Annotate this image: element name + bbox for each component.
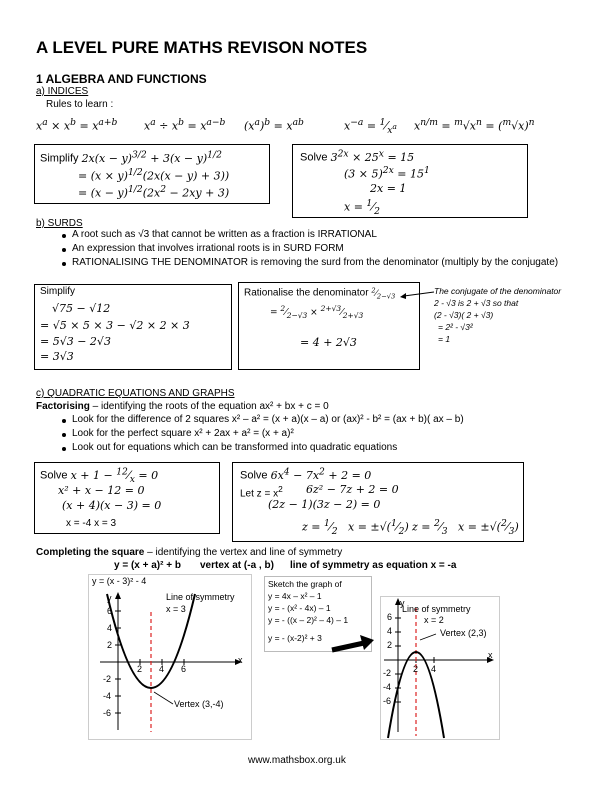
graph-2-y-label: y (400, 598, 405, 608)
rules-intro: Rules to learn : (46, 99, 114, 110)
bullet-icon (62, 248, 66, 252)
quadratics-bullet-2: Look for the perfect square x² + 2ax + a² = (x + a)² (72, 428, 294, 439)
rule-divide: $x^a \div x^b = x^{a-b}$ (144, 117, 226, 133)
formula-symmetry: line of symmetry as equation x = -a (290, 560, 457, 571)
conjugate-note-3: (2 - √3)( 2 + √3) (434, 310, 494, 320)
graph-2-ytick: -6 (383, 696, 392, 706)
quad-box2-line1: Solve $6x^4 - 7x^2 + 2 = 0$ (240, 466, 372, 482)
graph-1-vertex-label: Vertex (3,-4) (174, 699, 224, 709)
quad-box1-line3: (x + 4)(x − 3) = 0 (62, 499, 162, 512)
graph-2-symmetry-eq: x = 2 (424, 615, 444, 625)
graph-2-ytick: 2 (387, 640, 393, 650)
surds-box1-line3: = 5√3 − 2√3 (40, 335, 111, 348)
rule-power: $(x^a)^b = x^{ab}$ (244, 117, 304, 133)
graph-1-symmetry-eq: x = 3 (166, 604, 186, 614)
arrow-icon (115, 592, 121, 599)
arrow-icon (330, 634, 376, 654)
formula-vertex-form: y = (x + a)² + b (114, 560, 181, 571)
rule-negative: $x^{-a}$ = $^1⁄_{x^a}$ (344, 117, 397, 136)
graph-1-ytick: 6 (107, 606, 113, 616)
sketch-line-5: y = - (x-2)² + 3 (268, 633, 322, 643)
conjugate-note-1: The conjugate of the denominator (434, 286, 562, 296)
graph-2-xtick: 4 (431, 664, 437, 674)
quad-box1-line2: x² + x − 12 = 0 (58, 484, 145, 497)
sketch-line-4: y = - ((x – 2)² – 4) – 1 (268, 615, 349, 625)
bullet-icon (62, 262, 66, 266)
quad-box1-line1: Solve $x + 1 - ^{12}⁄_x = 0$ (40, 466, 159, 485)
graph-2-ytick: -4 (383, 682, 392, 692)
surds-box1-line2: = √5 × 5 × 3 − √2 × 2 × 3 (40, 319, 190, 332)
surds-box1-line1: √75 − √12 (52, 302, 111, 315)
completing-line: Completing the square – identifying the vertex and line of symmetry (36, 547, 343, 558)
quad-box2-line2: Let $z = x^2$ (240, 484, 283, 500)
graph-1-ytick: -2 (103, 674, 112, 684)
page-title: A LEVEL PURE MATHS REVISON NOTES (36, 38, 368, 57)
graph-2-symmetry-label: Line of symmetry (402, 604, 471, 614)
graph-2-ytick: 4 (387, 626, 393, 636)
conjugate-note-5: = 1 (438, 334, 451, 344)
surds-box2-fraction: = $^2⁄_{2-√3}$ × $^{2+√3}⁄_{2+√3}$ (270, 304, 364, 320)
rule-fractional: $x^{n/m} = ^m√x^n = (^m√x)^n$ (414, 117, 535, 133)
bullet-icon (62, 433, 66, 437)
conjugate-note-2: 2 - √3 is 2 + √3 so that (434, 298, 519, 308)
indices-label: a) INDICES (36, 86, 89, 97)
quadratics-label: c) QUADRATIC EQUATIONS AND GRAPHS (36, 388, 235, 399)
surds-bullet-1: A root such as √3 that cannot be written as a fraction is IRRATIONAL (72, 229, 377, 240)
indices-ex1-line1: Simplify $2x(x - y)^{3/2} + 3(x - y)^{1/2}$ (40, 149, 222, 165)
quad-box2-z1: $z = ^1⁄_2$ (302, 518, 338, 537)
quad-box2-x1: $x = \pm√(^1⁄_2)$ (348, 518, 409, 537)
conjugate-note-4: = 2² - √3² (438, 322, 473, 332)
graph-2-ytick: 6 (387, 612, 393, 622)
bullet-icon (62, 419, 66, 423)
graph-2-ytick: -2 (383, 668, 392, 678)
rule-multiply: $x^a \times x^b = x^{a+b}$ (36, 117, 118, 133)
formula-vertex: vertex at (-a , b) (200, 560, 274, 571)
graph-2-x-label: x (488, 650, 493, 660)
graph-2-vertex-pointer (420, 634, 436, 640)
sketch-line-3: y = - (x² - 4x) – 1 (268, 603, 331, 613)
quadratics-bullet-1: Look for the difference of 2 squares x² – a² = (x + a)(x – a) or (ax)² - b² = (ax + b)( ax – b) (72, 414, 464, 425)
graph-1-equation: y = (x - 3)² - 4 (92, 576, 147, 586)
sketch-line-2: y = 4x – x² – 1 (268, 591, 322, 601)
indices-ex2-line1: Solve $3^{2x} \times 25^x = 15$ (300, 148, 415, 164)
sketch-line-1: Sketch the graph of (268, 579, 342, 589)
graph-1-ytick: -4 (103, 691, 112, 701)
graph-2-vertex-label: Vertex (2,3) (440, 628, 487, 638)
indices-ex2-line2: $(3 \times 5)^{2x} = 15^1$ (344, 165, 430, 181)
indices-ex1-line3: = $(x - y)^{1/2}(2x^2 - 2xy + 3)$ (78, 184, 230, 200)
section-heading: 1 ALGEBRA AND FUNCTIONS (36, 72, 207, 86)
quad-box2-z2: $z = ^2⁄_3$ (412, 518, 448, 537)
surds-box1-title: Simplify (40, 286, 76, 297)
surds-bullet-2: An expression that involves irrational roots is in SURD FORM (72, 243, 344, 254)
surds-box1-line4: = 3√3 (40, 350, 74, 363)
graph-2-xtick: 2 (413, 664, 419, 674)
indices-ex1-line2: = $(x \times y)^{1/2}(2x(x - y) + 3)$) (78, 167, 230, 183)
graph-1-xtick: 2 (137, 664, 143, 674)
arrow-icon (398, 288, 438, 302)
graph-1-xtick: 6 (181, 664, 187, 674)
surds-box2-result: = 4 + 2√3 (300, 336, 357, 349)
quadratics-bullet-3: Look out for equations which can be transformed into quadratic equations (72, 442, 398, 453)
quad-box2-line4: (2z − 1)(3z − 2) = 0 (268, 498, 381, 511)
graph-1-ytick: 2 (107, 640, 113, 650)
factorising-line: Factorising – identifying the roots of the equation ax² + bx + c = 0 (36, 401, 329, 412)
bullet-icon (62, 234, 66, 238)
graph-1-vertex-pointer (154, 692, 173, 704)
footer-url: www.mathsbox.org.uk (248, 755, 346, 766)
graph-1-x-label: x (238, 655, 243, 665)
surds-label: b) SURDS (36, 218, 83, 229)
graph-1-ytick: -6 (103, 708, 112, 718)
indices-ex2-line3: 2x = 1 (370, 182, 407, 195)
surds-bullet-3: RATIONALISING THE DENOMINATOR is removing the surd from the denominator (multiply by the conjugate) (72, 257, 559, 268)
quad-box2-line3: 6z² − 7z + 2 = 0 (306, 483, 399, 496)
graph-1-xtick: 4 (159, 664, 165, 674)
graph-1-symmetry-label: Line of symmetry (166, 592, 235, 602)
bullet-icon (62, 447, 66, 451)
graph-1-ytick: 4 (107, 623, 113, 633)
indices-ex2-line4: $x = ^1⁄_2$ (344, 198, 380, 217)
surds-box2-title: Rationalise the denominator $^2⁄_{2-√3}$ (244, 286, 396, 301)
quad-box2-x2: $x = \pm√(^2⁄_3)$ (458, 518, 519, 537)
quad-box1-line4: x = -4 x = 3 (66, 518, 117, 529)
graph-1-y-label: y (107, 593, 112, 603)
